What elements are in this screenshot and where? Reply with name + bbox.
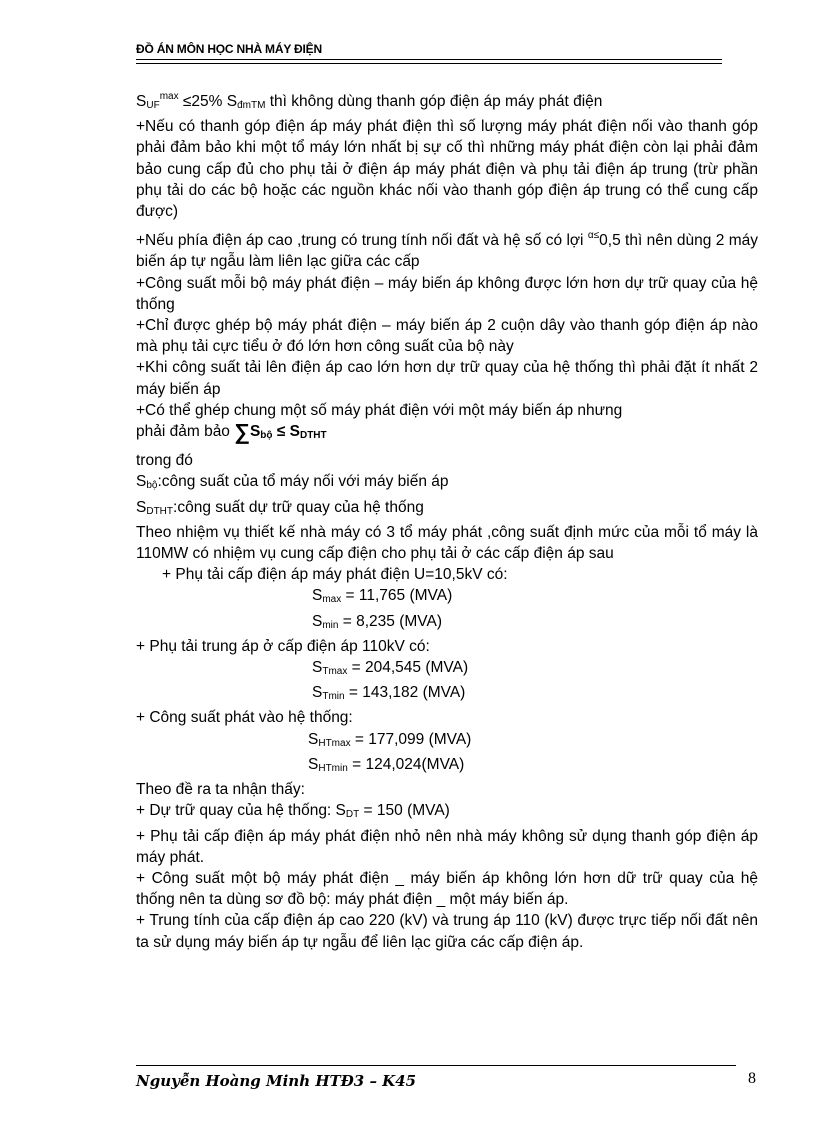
observation-label: Theo đề ra ta nhận thấy:: [136, 781, 305, 799]
paragraph-high-voltage-rule: +Khi công suất tải lên điện áp cao lớn hơn dự trữ quay của hệ thống thì phải đặt ít nhất 2 máy biến áp: [136, 359, 758, 398]
paragraph-no-busbar: + Phụ tải cấp điện áp máy phát điện nhỏ nên nhà máy không sử dụng thanh góp điện áp máy phát.: [136, 827, 758, 866]
header-rule-bottom: [136, 63, 722, 64]
paragraph-autotransformer-rule: +Nếu phía điện áp cao ,trung có trung tính nối đất và hệ số có lợi $^{\alpha\le}$0,5 thì nên dùng 2 máy biến áp tự ngẫu làm liên lạc giữa các cấp: [136, 230, 758, 271]
paragraph-unit-capacity-rule: +Công suất mỗi bộ máy phát điện – máy biến áp không được lớn hơn dự trữ quay của hệ thống: [136, 274, 758, 313]
document-body: [136, 86, 758, 953]
load-generator-voltage: + Phụ tải cấp điện áp máy phát điện U=10,5kV có:: [162, 566, 508, 584]
load-medium-voltage: + Phụ tải trung áp ở cấp điện áp 110kV có:: [136, 637, 430, 655]
paragraph-unit-scheme: + Công suất một bộ máy phát điện _ máy biến áp không lớn hơn dữ trữ quay của hệ thống nên ta dùng sơ đồ bộ: máy phát điện _ một máy biến áp.: [136, 869, 758, 909]
paragraph-neutral-grounding: + Trung tính của cấp điện áp cao 220 (kV) và trung áp 110 (kV) được trực tiếp nối đất nên ta sử dụng máy biến áp tự ngẫu để liên lạc giữa các cấp điện áp.: [136, 912, 758, 951]
paragraph-task: Theo nhiệm vụ thiết kế nhà máy có 3 tổ máy phát ,công suất định mức của mỗi tổ máy là 110MW có nhiệm vụ cung cấp điện cho phụ tải ở các cấp điện áp sau: [136, 523, 758, 563]
where-label: trong đó: [136, 452, 193, 470]
header-rule-top: [136, 59, 722, 60]
paragraph-two-winding-rule: +Chỉ được ghép bộ máy phát điện – máy biến áp 2 cuộn dây vào thanh góp điện áp nào mà phụ tải cực tiểu ở đó lớn hơn công suất của bộ này: [136, 317, 758, 356]
definition-sdtht: $S_{DTHT}:công$ suất dự trữ quay của hệ thống: [136, 498, 424, 517]
paragraph-busbar-rule: +Nếu có thanh góp điện áp máy phát điện thì số lượng máy phát điện nối vào thanh góp phải đảm bảo khi một tổ máy lớn nhất bị sự cố thì những máy phát điện còn lại phải đảm bảo cung cấp đủ cho phụ tải ở điện áp máy phát điện và phụ tải điện áp trung (trừ phần phụ tải do các bộ hoặc các nguồn khác nối vào thanh góp điện áp trung có thể cung cấp được): [136, 118, 758, 221]
smin-value: $S_{min} = 8,235$ (MVA): [312, 612, 442, 631]
footer-rule: [136, 1065, 736, 1066]
system-power: + Công suất phát vào hệ thống:: [136, 709, 353, 727]
definition-sbo: $S_{bộ}:công$ suất của tổ máy nối với máy biến áp: [136, 473, 449, 492]
paragraph-shared-transformer-rule: +Có thể ghép chung một số máy phát điện với một máy biến áp nhưng: [136, 401, 623, 419]
reserve-value: + Dự trữ quay của hệ thống: $S_{DT} = 150$ (MVA): [136, 802, 450, 821]
sum-condition: phải đảm bảo $\sum S_{bộ} \le S_{DTHT}$: [136, 419, 327, 445]
smax-value: $S_{max} = 11,765$ (MVA): [312, 587, 453, 606]
page-header: ĐỒ ÁN MÔN HỌC NHÀ MÁY ĐIỆN: [136, 42, 322, 56]
shtmin-value: $S_{HTmin} = 124,024(MVA)$: [308, 755, 465, 774]
stmin-value: $S_{Tmin} = 143,182$ (MVA): [312, 684, 466, 703]
shtmax-value: $S_{HTmax} = 177,099$ (MVA): [308, 730, 472, 749]
condition-line: $S_{UF}^{max} \le 25\%$ $S_{đmTM}$ thì không dùng thanh góp điện áp máy phát điện: [136, 91, 603, 111]
page-number: 8: [748, 1070, 756, 1087]
stmax-value: $S_{Tmax} = 204,545$ (MVA): [312, 659, 469, 678]
footer-author: Nguyễn Hoàng Minh HTĐ3 – K45: [136, 1072, 417, 1090]
